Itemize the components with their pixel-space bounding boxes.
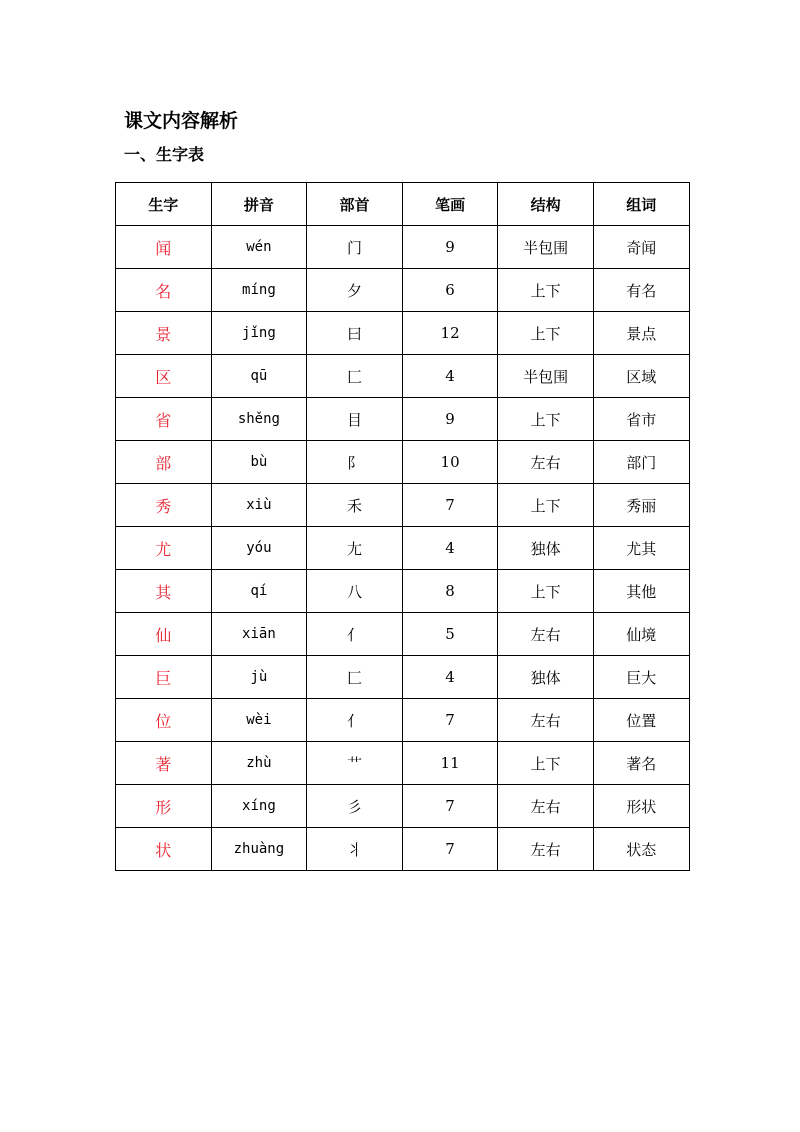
cell-pinyin: wén <box>211 226 307 269</box>
cell-word: 位置 <box>593 699 689 742</box>
cell-structure: 上下 <box>498 570 594 613</box>
cell-character: 其 <box>116 570 212 613</box>
cell-structure: 上下 <box>498 484 594 527</box>
cell-character: 名 <box>116 269 212 312</box>
table-row <box>116 355 690 398</box>
document-title: 课文内容解析 <box>124 110 239 132</box>
cell-character: 秀 <box>116 484 212 527</box>
cell-character: 形 <box>116 785 212 828</box>
cell-character: 著 <box>116 742 212 785</box>
cell-word: 部门 <box>593 441 689 484</box>
header-radical: 部首 <box>307 183 403 226</box>
cell-strokes: 7 <box>402 699 498 742</box>
header-word: 组词 <box>593 183 689 226</box>
cell-strokes: 4 <box>402 527 498 570</box>
cell-word: 有名 <box>593 269 689 312</box>
cell-word: 秀丽 <box>593 484 689 527</box>
cell-word: 尤其 <box>593 527 689 570</box>
cell-strokes: 12 <box>402 312 498 355</box>
table-row <box>116 613 690 656</box>
cell-structure: 半包围 <box>498 355 594 398</box>
table-row <box>116 398 690 441</box>
cell-structure: 上下 <box>498 312 594 355</box>
table-header-row <box>116 183 690 226</box>
cell-word: 景点 <box>593 312 689 355</box>
cell-pinyin: yóu <box>211 527 307 570</box>
cell-pinyin: bù <box>211 441 307 484</box>
cell-radical: 禾 <box>307 484 403 527</box>
table-row <box>116 226 690 269</box>
cell-character: 区 <box>116 355 212 398</box>
cell-structure: 上下 <box>498 269 594 312</box>
cell-character: 状 <box>116 828 212 871</box>
cell-pinyin: qí <box>211 570 307 613</box>
cell-radical: 尢 <box>307 527 403 570</box>
cell-character: 闻 <box>116 226 212 269</box>
cell-pinyin: zhuàng <box>211 828 307 871</box>
cell-word: 形状 <box>593 785 689 828</box>
cell-pinyin: xíng <box>211 785 307 828</box>
cell-radical: 亻 <box>307 699 403 742</box>
cell-radical: 阝 <box>307 441 403 484</box>
header-structure: 结构 <box>498 183 594 226</box>
table-row <box>116 441 690 484</box>
cell-character: 景 <box>116 312 212 355</box>
table-row <box>116 570 690 613</box>
table-row <box>116 828 690 871</box>
table-body <box>116 226 690 871</box>
section-title: 一、生字表 <box>124 145 205 164</box>
cell-character: 仙 <box>116 613 212 656</box>
header-character: 生字 <box>116 183 212 226</box>
table-row <box>116 269 690 312</box>
cell-radical: 艹 <box>307 742 403 785</box>
cell-pinyin: qū <box>211 355 307 398</box>
cell-radical: 匚 <box>307 355 403 398</box>
table-row <box>116 484 690 527</box>
cell-radical: 门 <box>307 226 403 269</box>
cell-word: 奇闻 <box>593 226 689 269</box>
cell-strokes: 7 <box>402 484 498 527</box>
cell-character: 尤 <box>116 527 212 570</box>
cell-pinyin: wèi <box>211 699 307 742</box>
cell-strokes: 7 <box>402 785 498 828</box>
cell-pinyin: zhù <box>211 742 307 785</box>
cell-word: 其他 <box>593 570 689 613</box>
cell-strokes: 6 <box>402 269 498 312</box>
cell-strokes: 7 <box>402 828 498 871</box>
cell-structure: 独体 <box>498 656 594 699</box>
table-row <box>116 699 690 742</box>
cell-pinyin: xiù <box>211 484 307 527</box>
cell-structure: 左右 <box>498 785 594 828</box>
table-row <box>116 527 690 570</box>
cell-structure: 左右 <box>498 441 594 484</box>
table-row <box>116 742 690 785</box>
cell-radical: 亻 <box>307 613 403 656</box>
cell-character: 巨 <box>116 656 212 699</box>
table-row <box>116 312 690 355</box>
cell-structure: 左右 <box>498 613 594 656</box>
table-row <box>116 785 690 828</box>
cell-structure: 左右 <box>498 828 594 871</box>
cell-character: 位 <box>116 699 212 742</box>
cell-structure: 半包围 <box>498 226 594 269</box>
cell-radical: 丬 <box>307 828 403 871</box>
cell-structure: 上下 <box>498 742 594 785</box>
cell-radical: 夕 <box>307 269 403 312</box>
cell-pinyin: xiān <box>211 613 307 656</box>
cell-word: 著名 <box>593 742 689 785</box>
cell-structure: 上下 <box>498 398 594 441</box>
cell-strokes: 11 <box>402 742 498 785</box>
cell-radical: 匚 <box>307 656 403 699</box>
cell-radical: 目 <box>307 398 403 441</box>
character-table <box>115 182 690 871</box>
cell-radical: 八 <box>307 570 403 613</box>
header-strokes: 笔画 <box>402 183 498 226</box>
cell-word: 省市 <box>593 398 689 441</box>
cell-strokes: 10 <box>402 441 498 484</box>
cell-character: 部 <box>116 441 212 484</box>
cell-strokes: 5 <box>402 613 498 656</box>
cell-word: 巨大 <box>593 656 689 699</box>
cell-pinyin: míng <box>211 269 307 312</box>
cell-pinyin: shěng <box>211 398 307 441</box>
header-pinyin: 拼音 <box>211 183 307 226</box>
cell-strokes: 4 <box>402 656 498 699</box>
cell-structure: 左右 <box>498 699 594 742</box>
cell-word: 状态 <box>593 828 689 871</box>
cell-character: 省 <box>116 398 212 441</box>
cell-radical: 曰 <box>307 312 403 355</box>
cell-strokes: 9 <box>402 398 498 441</box>
cell-radical: 彡 <box>307 785 403 828</box>
cell-strokes: 8 <box>402 570 498 613</box>
cell-strokes: 4 <box>402 355 498 398</box>
cell-word: 区域 <box>593 355 689 398</box>
table-row <box>116 656 690 699</box>
cell-strokes: 9 <box>402 226 498 269</box>
cell-word: 仙境 <box>593 613 689 656</box>
cell-pinyin: jǐng <box>211 312 307 355</box>
cell-structure: 独体 <box>498 527 594 570</box>
cell-pinyin: jù <box>211 656 307 699</box>
